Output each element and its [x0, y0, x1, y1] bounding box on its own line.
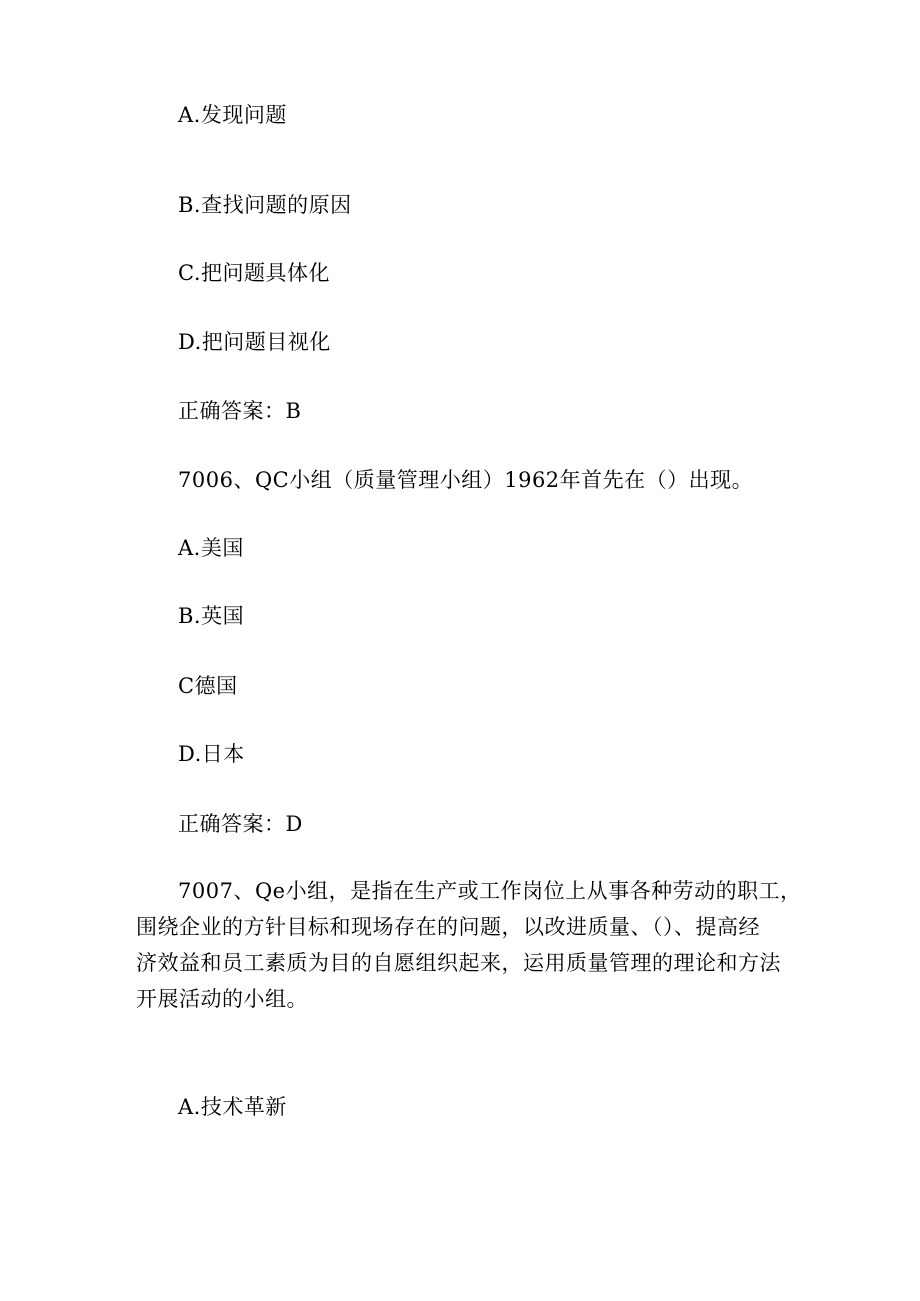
- option-b: B.英国: [178, 604, 245, 628]
- question-stem-line: 围绕企业的方针目标和现场存在的问题，以改进质量、（）、提高经: [136, 915, 760, 939]
- correct-answer: 正确答案：D: [178, 812, 303, 836]
- question-stem-line: 开展活动的小组。: [136, 987, 308, 1011]
- option-a: A.发现问题: [178, 103, 287, 127]
- option-d: D.日本: [178, 742, 245, 766]
- option-c: C.把问题具体化: [178, 261, 330, 285]
- question-stem: 7006、QC小组（质量管理小组）1962年首先在（）出现。: [178, 468, 754, 492]
- option-c: C德国: [178, 674, 238, 698]
- option-d: D.把问题目视化: [178, 330, 331, 354]
- question-stem-line: 7007、Qe小组，是指在生产或工作岗位上从事各种劳动的职工，: [178, 879, 802, 903]
- correct-answer: 正确答案：B: [178, 399, 302, 423]
- option-a: A.美国: [178, 536, 244, 560]
- option-a: A.技术革新: [178, 1095, 287, 1119]
- question-stem-line: 济效益和员工素质为目的自愿组织起来，运用质量管理的理论和方法: [136, 951, 781, 975]
- option-b: B.查找问题的原因: [178, 193, 352, 217]
- question-stem: [136, 873, 802, 1017]
